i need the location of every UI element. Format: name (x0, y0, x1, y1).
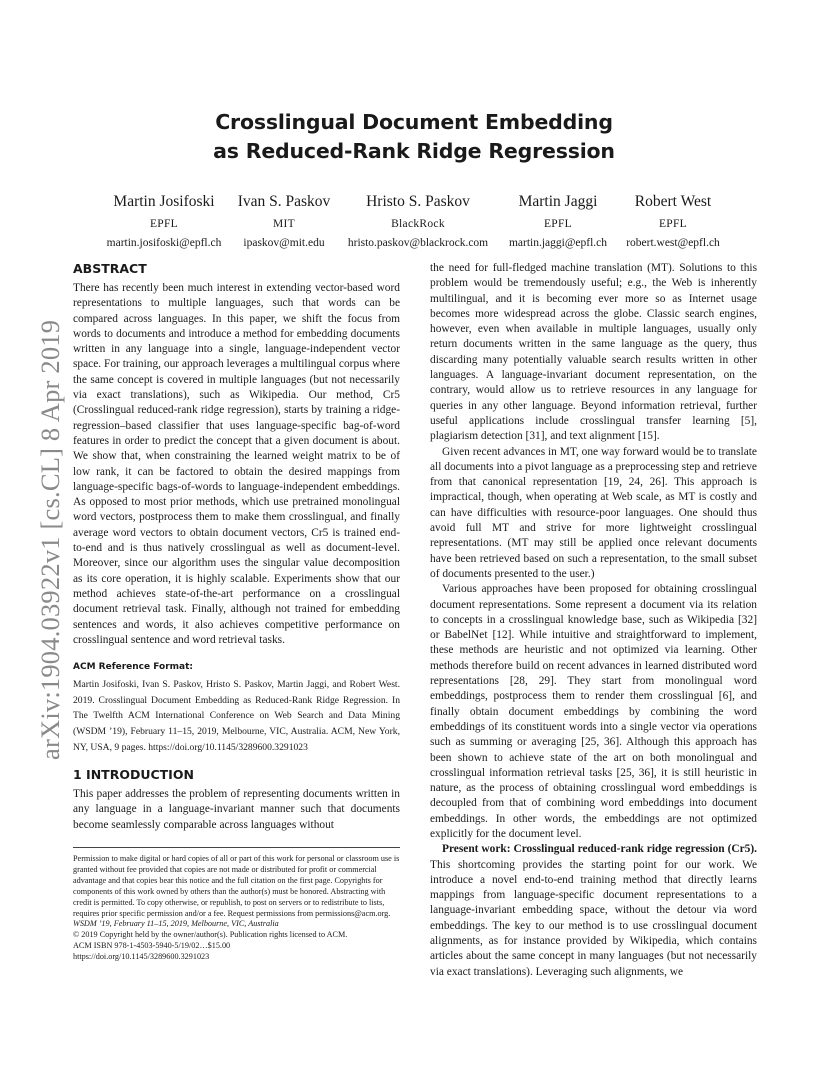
title-line-2: as Reduced-Rank Ridge Regression (213, 139, 615, 163)
author-block (238, 192, 331, 250)
isbn-line: ACM ISBN 978-1-4503-5940-5/19/02…$15.00 (73, 941, 231, 951)
author-name: Robert West (634, 193, 712, 210)
author-affiliation: EPFL (658, 218, 688, 230)
abstract-text: There has recently been much interest in extending vector-based word representations to multiple languages, such that words can be compared across languages. In this paper, we shift the focus from words to documents and introduce a method for embedding documents written in any language into a single, language-independent vector space. For training, our approach leverages a multilingual corpus where the same concept is covered in multiple languages (but not necessarily via exact translations), such as Wikipedia. Our method, Cr5 (Crosslingual reduced-rank ridge regression), starts by training a ridge-regression–based classifier that uses language-specific bag-of-word features in order to predict the concept that a given document is about. We show that, when constraining the learned weight matrix to be of low rank, it can be factored to obtain the desired mappings from language-specific bags-of-words to language-independent embeddings. As opposed to most prior methods, which use pretrained monolingual word vectors, postprocess them to make them crosslingual, and finally average word vectors to obtain document vectors, Cr5 is trained end-to-end and is thus natively crosslingual as well as document-level. Moreover, since our algorithm uses the singular value decomposition as its core operation, it is highly scalable. Experiments show that our method achieves state-of-the-art performance on a crosslingual document retrieval task. Finally, although not trained for embedding sentences and words, it also achieves competitive performance on crosslingual sentence and word retrieval tasks. (73, 282, 400, 646)
author-block (509, 192, 607, 250)
acm-reference-heading: ACM Reference Format: (73, 662, 193, 673)
title-line-1: Crosslingual Document Embedding (215, 110, 613, 134)
footnote-rule (73, 847, 400, 848)
venue-line: WSDM ’19, February 11–15, 2019, Melbourne, VIC, Australia (73, 919, 279, 929)
present-work-paragraph (430, 842, 757, 980)
author-email: martin.josifoski@epfl.ch (106, 237, 222, 249)
introduction-text: This paper addresses the problem of representing documents written in any language in a language-invariant manner such that documents become seamlessly comparable across languages without (73, 788, 400, 831)
author-email: ipaskov@mit.edu (243, 237, 325, 249)
acm-reference-text: Martin Josifoski, Ivan S. Paskov, Hristo S. Paskov, Martin Jaggi, and Robert West. 2019. Crosslingual Document Embedding as Reduced-Rank Ridge Regression. In The Twelfth ACM International Conference on Web Search and Data Mining (WSDM ’19), February 11–15, 2019, Melbourne, VIC, Australia. ACM, New York, NY, USA, 9 pages. https://doi.org/10.1145/3289600.3291023 (73, 679, 400, 753)
abstract-heading: ABSTRACT (73, 261, 147, 276)
author-block (348, 192, 488, 250)
author-affiliation: MIT (273, 218, 295, 230)
doi-link[interactable]: https://doi.org/10.1145/3289600.3291023 (73, 952, 210, 962)
author-name: Hristo S. Paskov (366, 193, 470, 210)
present-work-text: This shortcoming provides the starting point for our work. We introduce a novel end-to-end training method that directly learns mappings from language-specific document representations to a language-invariant embedding space, without the detour via word embeddings. The key to our method is to use crosslingual document alignments, as for instance provided by Wikipedia, which contains articles about the same concept in many languages (but not necessarily via exact translations). Leveraging such alignments, we (430, 858, 757, 978)
intro-paragraph: Given recent advances in MT, one way forward would be to translate all documents into a pivot language as a preprocessing step and retrieve from that canonical representation [19, 24, 26]. This approach is impractical, though, when operating at Web scale, as MT is costly and can have difficulties with resource-poor languages. One should thus avoid full MT and strive for more lightweight crosslingual representations. (MT may still be applied once relevant documents have been retrieved based on such a representation, to the small subset of documents presented to the user.) (430, 445, 757, 580)
author-name: Ivan S. Paskov (237, 193, 331, 210)
arxiv-identifier: arXiv:1904.03922v1 [cs.CL] 8 Apr 2019 (35, 319, 65, 760)
right-column (430, 261, 757, 980)
left-column (73, 261, 400, 963)
author-affiliation: BlackRock (391, 218, 445, 230)
intro-paragraph: Various approaches have been proposed for obtaining crosslingual document representations. Some represent a document via its relation to concepts in a crosslingual knowledge base, such as Wikipedia [32] or BabelNet [12]. While intuitive and straightforward to implement, these methods are heuristic and not optimized via learning. Other methods therefore build on recent advances in learned distributed word representations [28, 29]. They start from monolingual word embeddings, postprocess them to render them crosslingual [6], and finally obtain document embeddings by combining the word embeddings of its constituent words into a single vector via operations such as summing or averaging [25, 36]. Although this approach has been shown to achieve state of the art on both monolingual and crosslingual information retrieval tasks [25, 36], it is still heuristic in nature, as the process of obtaining crosslingual word embeddings is decoupled from that of combining word embeddings into document embeddings. In other words, the embeddings are not optimized explicitly for the document level. (430, 583, 757, 840)
author-block (107, 192, 222, 250)
introduction-heading: 1 INTRODUCTION (73, 767, 194, 783)
author-name: Martin Jaggi (518, 193, 598, 210)
permission-notice: Permission to make digital or hard copies of all or part of this work for personal or classroom use is granted without fee provided that copies are not made or distributed for profit or commercial advantage and that copies bear this notice and the full citation on the first page. Copyrights for components of this work owned by others than the author(s) must be honored. Abstracting with credit is permitted. To copy otherwise, or republish, to post on servers or to redistribute to lists, requires prior specific permission and/or a fee. Request permissions from permissions@acm.org. (73, 853, 400, 918)
author-email: robert.west@epfl.ch (626, 237, 720, 249)
paper-title (0, 108, 828, 166)
author-affiliation: EPFL (149, 218, 179, 230)
present-work-lead: Present work: Crosslingual reduced-rank ridge regression (Cr5). (442, 843, 757, 856)
intro-paragraph: the need for full-fledged machine translation (MT). Solutions to this problem would be tremendously useful; e.g., the Web is inherently multilingual, and it is becoming ever more so as Internet usage becomes more widespread across the globe. Classic search engines, however, even when available in multiple languages, usually only return documents written in the same language as the query, thus discarding many potentially valuable search results written in other languages. A language-invariant document representation, on the contrary, would allow us to retrieve resources in any language for queries in any other language. Beyond information retrieval, further useful applications include crosslingual transfer learning [5], plagiarism detection [31], and text alignment [15]. (430, 262, 757, 443)
author-name: Martin Josifoski (113, 193, 215, 210)
author-email: hristo.paskov@blackrock.com (347, 237, 489, 249)
copyright-line: © 2019 Copyright held by the owner/author(s). Publication rights licensed to ACM. (73, 930, 348, 940)
author-email: martin.jaggi@epfl.ch (508, 237, 608, 249)
author-affiliation: EPFL (543, 218, 573, 230)
author-block (626, 192, 720, 250)
